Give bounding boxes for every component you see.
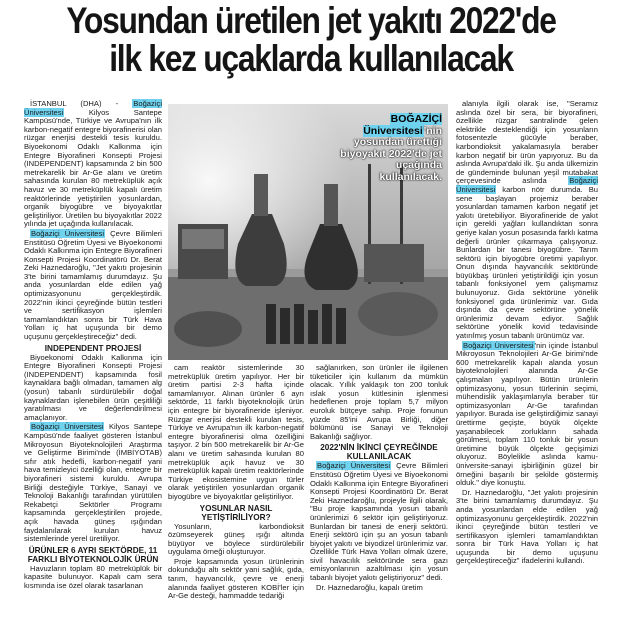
paragraph: Boğaziçi Üniversitesi Çevre Bilimleri Enstitüsü Öğretim Üyesi ve Biyoekonomi Odaklı Kalkınma için Entegre Biyorafineri Konsepti Projesi Koordinatörü Dr. Berat Zeki Haznedaroğlu, "Jet yakıtı projesinin 3'te birini tamamlamış durumdayız. Şu anda yosunlardan elde edilen yağ optimizasyonunu gerçekleştirdik. 2022'nin ikinci çeyreğinde bütün testleri ve sertifikasyon işlemleri tamamlandıktan sonra bir Türk Hava Yolları iç hat uçuşunda bir demo uçuşunu gerçekleştireceğiz" dedi. — [24, 228, 163, 342]
paragraph: Dr. Haznedaroğlu, kapalı üretim — [316, 582, 423, 592]
paragraph: Boğaziçi Üniversitesi'nin içinde İstanbul Mikroyosun Teknolojileri Ar-Ge birimi'nde 600 metrekarelik kapalı alanda yosun biyoteknolojileri alanında Ar-Ge çalışmaları yapılıyor. Bütün ürünlerin optimizasyonu, yosun türlerinin seçimi, mühendislik yaklaşımlarıyla beraber tür optimizasyonları Ar-Ge tarafından yapılıyor. Burada ise geliştirdiğimiz sanayi ürettirme geçişte, büyük ölçekte yaşanabilecek zorlukların sahada görülmesi, toplam 110 tonluk bir yosun üretimine büyük ölçekte geçişimizi oluyoruz. Böylelikle aslında kamu-üniversite-sanayi işbirliğinin güzel bir örneğini başarılı bir şekilde göstermiş olduk." diye konuştu. — [456, 340, 598, 488]
headline — [0, 2, 622, 78]
paragraph: Boğaziçi Üniversitesi Kilyos Santepe Kampüsü'nde faaliyet gösteren İstanbul Mikroyosun Biyoteknolojileri Araştırma ve Geliştirme Birimi'nde (İMBİYOTAB) sıfır atık hedefli, karbon-negatif yani hava temizleyici özelliği olan, entegre bir biyorafineri sistemi kuruldu. Avrupa Birliği desteğiyle Türkiye, Sanayi ve Teknoloji Bakanlığı tarafından yürütülen Rekabetçi Sektörler Programı kapsamında gerçekleştirilen projede, açık havada güneş ışığından faydalanılarak kurulan havuz sistemlerinde yerel üretiliyor. — [24, 422, 162, 544]
highlight: Boğaziçi Üniversitesi — [31, 422, 104, 432]
highlight: Boğaziçi Üniversitesi — [24, 99, 162, 117]
paragraph: Biyoekonomi Odaklı Kalkınma için Entegre Biyorafineri Konsepti Projesi (INDEPENDENT) kapsamında fosil kaynaklara bağlı olmadan, tamamen alg (yosun) tabanlı sürdürülebilir doğal kaynaklardan işlenebilen ürün çeşitliliği yaratılması ve değerlendirilmesi amaçlanıyor. — [24, 352, 162, 422]
paragraph: Dr. Haznedaroğlu, "Jet yakıtı projesinin 3'te birini tamamlamış durumdayız. Şu anda yosunlardan elde edilen yağ optimizasyonunu gerçekleştirdik. 2022'nin ikinci çeyreğinde bütün testleri ve sertifikasyon işlemleri tamamlandıktan sonra bir Türk Hava Yolları iç hat uçuşunda bir demo uçuşunu gerçekleştireceğiz" ifadelerini kullandı. — [456, 487, 598, 566]
highlight: BOĞAZİÇİ Üniversitesi — [363, 113, 442, 137]
headline-line-2: ilk kez uçaklarda kullanılacak — [109, 38, 513, 79]
subheading: ÜRÜNLER 6 AYRI SEKTÖRDE, 11 FARKLI BİYOTEKNOLOJİK ÜRÜN — [27, 545, 159, 564]
paragraph: sağlanırken, son ürünler ile ilgilenen tüketiciler için kullanım da mümkün olacak. Yıllık yaklaşık ton 200 tonluk ıslak yosun kütlesinin işlenmesi hedeflenen proje toplam 5,7 milyon euroluk bütçeye sahip. Proje fonunun yüzde 85'ini Avrupa Birliği, diğer bölümünü ise Sanayi ve Teknoloji Bakanlığı sağlıyor. — [310, 363, 448, 441]
paragraph: Proje kapsamında yosun ürünlerinin dokunduğu altı sektör yani sağlık, gıda, tarım, hayvancılık, çevre ve enerji alanında faaliyet gösteren KOBİ'ler için Ar-Ge desteği, hammadde tedariği — [168, 556, 304, 601]
paragraph: İSTANBUL (DHA) - Boğaziçi Üniversitesi Kilyos Santepe Kampüsü'nde, Türkiye ve Avrupa'nın ilk karbon-negatif entegre biyorafinerisi olan rüzgar enerjisi destekli tesis kuruldu. Biyoekonomi Odaklı Kalkınma için Entegre Biyorafineri Konsepti Projesi (INDEPENDENT) kapsamında 2 bin 500 metrekarelik bir Ar-Ge alanı ve üretim sahasında kurulan 80 metreküplük açık havuz ve 30 metreküplük kapalı üretim reaktörlerinde yetiştirilen yosunlardan, organik biyogübre ve biyoyakıtlar geliştiriliyor. Üretilen bu biyoyakıtlar 2022 yılında jet uçağında kullanılacak. — [24, 99, 162, 229]
highlight: Boğaziçi Üniversitesi — [317, 461, 391, 471]
article-column-4 — [456, 100, 598, 567]
highlight: Boğaziçi Üniversitesi — [463, 340, 534, 350]
subheading: YOSUNLAR NASIL YETİŞTİRİLİYOR? — [199, 503, 273, 522]
paragraph: Havuzların toplam 80 metreküplük bir kapasite bulunuyor. Kapalı cam sera kısmında ise özel olarak tasarlanan — [24, 563, 162, 590]
article-column-3 — [310, 364, 448, 593]
subheading: INDEPENDENT PROJESİ — [44, 343, 142, 353]
paragraph: Boğaziçi Üniversitesi Çevre Bilimleri Enstitüsü Öğretim Üyesi ve Biyoekonomi Odaklı Kalkınma için Entegre Biyorafineri Konsepti Projesi Koordinatörü Dr. Berat Zeki Haznedaroğlu, projeyle ilgili olarak, "Bu proje kapsamında yosun tabanlı ürünlerimizi 6 sektör için geliştiriyoruz. Bunlardan bir tanesi de enerji sektörü. Enerji sektörü için şu an yosun tabanlı biyojet yakıtı ve biyodizel ürünlerimiz var. Özellikle Türk Hava Yolları olmak üzere, sivil havacılık sektöründe sera gazı emisyonlarının azaltılması için yosun tabanlı biyojet yakıtı geliştiriyoruz" dedi. — [310, 461, 449, 583]
photo-caption: BOĞAZİÇİ Üniversitesi'nin yosundan ürettiği biyoyakıt 2022'de jet uçağında kullanılacak. — [340, 113, 442, 183]
article-column-1 — [24, 100, 162, 591]
paragraph: cam reaktör sistemlerinde 30 metreküplük üretim yapılıyor. Her bir üretim partisi 2-3 hafta içinde tamamlanıyor. Alınan ürünler 6 ayrı sektörde, 11 farklı biyoteknolojik ürün için entegre bir biyorafineride işleniyor. Rüzgar enerjisi destekli kurulan tesis, Türkiye ve Avrupa'nın ilk karbon-negatif entegre biyorafinerisi olma özelliğini taşıyor. 2 bin 500 metrekarelik bir Ar-Ge alanı ve üretim sahasında kurulan 80 metreküplük açık havuz ve 30 metreküplük kapalı üretim reaktörlerinde Türkiye ekosistemine uygun türler olarak yetiştirilen yosunlardan organik biyogübre ve biyoyakıtlar geliştiriliyor. — [168, 363, 304, 501]
headline-line-1: Yosundan üretilen jet yakıtı 2022'de — [66, 0, 556, 41]
lab-photo — [168, 104, 448, 360]
highlight: Boğaziçi Üniversitesi — [456, 176, 598, 194]
highlight: Boğaziçi Üniversitesi — [31, 228, 105, 238]
paragraph: Yosunların, karbondioksit özümseyerek güneş ışığı altında büyüyor ve böylece sürdürülebilir uygulama örneği oluşturuyor. — [168, 521, 304, 557]
article-column-2 — [168, 364, 304, 602]
paragraph: alanıyla ilgili olarak ise, "Seramız aslında özel bir sera, bir biyorafineri, özellikle rüzgar santralinde gelen elektrikle desteklendiği için yosunların fotosentezle gücüyle beraber, karbondioksit yakalamasıyla beraber karbon negatif bir ürün yapıyoruz. Bu da aslında Avrupa'daki ilk. Şu anda ülkemizin de gündeminde bulunan yeşil mutabakat çerçevesinde aslında Boğaziçi Üniversitesi karbon nötr durumda. Bu sene başlayan projemiz beraber yosunlardan tamamen karbon negatif jet yakıtı üretebiliyor. Biyorafineride de yakıt için gerekli yağları kullandıktan sonra geriye kalan yosun posasında farklı katma değerli ürünler çıkarmaya çalışıyoruz. Bunlardan bir tanesi biyogübre. Tarım sektörü için biyogübre üretimi yapılıyor. Onun dışında hayvancılık sektöründe büyükbaş ürünleri yetiştirildiği için yosun tabanlı fonksiyonel yem çalışmamız bulunuyoruz. Gıda sektörüne yönelik fonksiyonel gıda ürünlerimiz var. Gıda dışında da çevre sektörüne yönelik ürünlerimiz devam ediyor. Sağlık sektörüne yönelik kovid tedavisinde yatırılmış yosun tabanlı ürünümüz var. — [456, 99, 598, 341]
subheading: 2022'NİN İKİNCİ ÇEYREĞİNDE KULLANILACAK — [320, 443, 438, 462]
